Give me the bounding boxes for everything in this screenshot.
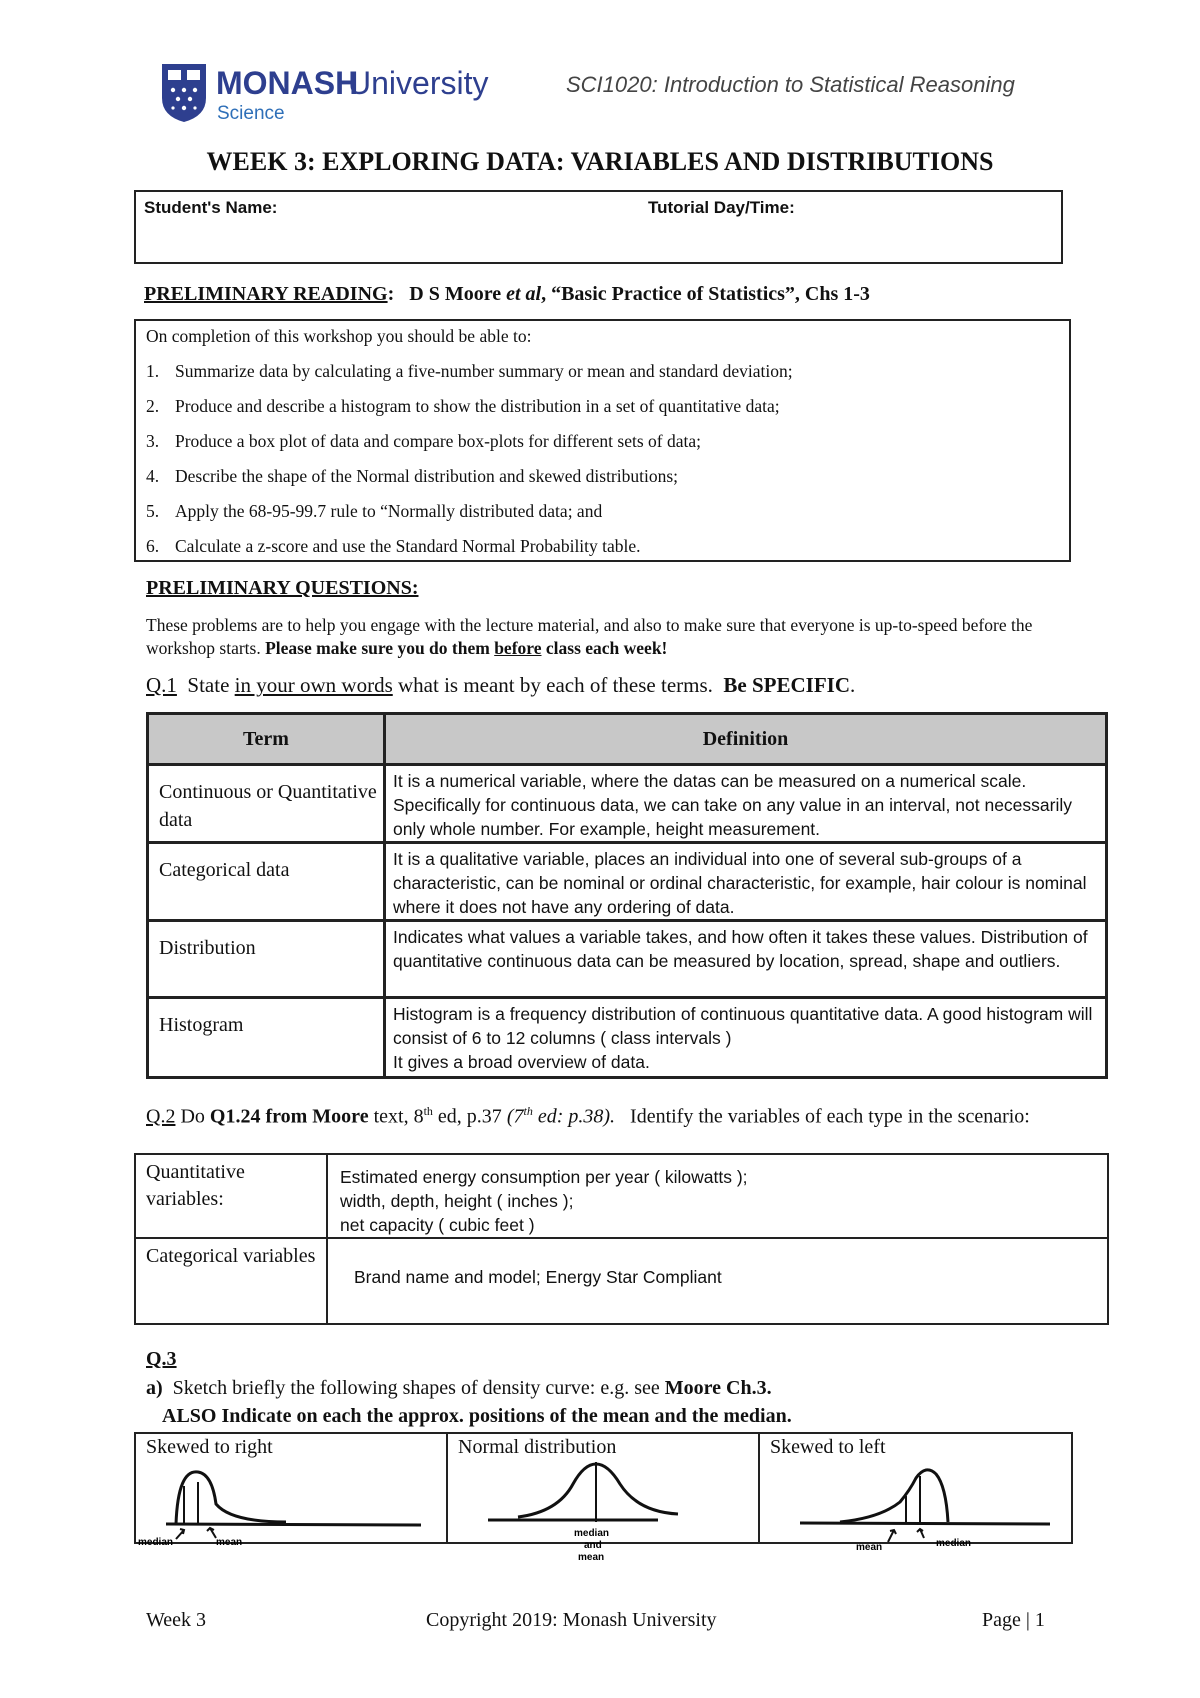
student-info-box xyxy=(134,190,1063,264)
question-3a xyxy=(146,1377,772,1400)
sketch-label: Normal distribution xyxy=(458,1436,617,1458)
objective-text: Produce and describe a histogram to show the distribution in a set of quantitative data; xyxy=(175,396,780,416)
q2-label: Q.2 xyxy=(146,1105,176,1128)
objective-text: Apply the 68-95-99.7 rule to “Normally distributed data; and xyxy=(175,501,603,521)
preliminary-questions-heading: PRELIMINARY QUESTIONS: xyxy=(146,577,419,599)
logo-monash-text: MONASH xyxy=(216,65,359,101)
sketch-note: median xyxy=(138,1537,174,1548)
definition-cell: It is a numerical variable, where the datas can be measured on a numerical scale. Specifically for continuous data, we can take on any value in an interval, not necessarily only whole number. For example, height measurement. xyxy=(385,765,1107,843)
sketch-note: mean xyxy=(216,1537,243,1548)
objective-item xyxy=(146,466,678,487)
intro-bold-underlined: before xyxy=(494,638,542,658)
term-cell: Histogram xyxy=(148,998,385,1078)
footer-week: Week 3 xyxy=(146,1609,207,1631)
left-skew-sketch xyxy=(760,1434,1071,1552)
sketch-note: mean xyxy=(578,1552,605,1563)
sketch-note: mean xyxy=(856,1542,883,1553)
logo-faculty-text: Science xyxy=(217,103,285,124)
sketch-cell-left-skew xyxy=(760,1434,1071,1553)
q1-text: what is meant by each of these terms. xyxy=(392,673,724,697)
objective-item xyxy=(146,536,641,557)
preliminary-questions-intro xyxy=(146,614,1066,660)
footer-copyright: Copyright 2019: Monash University xyxy=(426,1609,717,1631)
term-cell: Continuous or Quantitative data xyxy=(148,765,385,843)
sketch-cell-normal xyxy=(448,1434,760,1563)
q2-italic: ed: p.38). xyxy=(532,1105,616,1128)
normal-sketch xyxy=(448,1434,758,1584)
objective-number: 4. xyxy=(146,466,160,486)
page-title: WEEK 3: EXPLORING DATA: VARIABLES AND DISTRIBUTIONS xyxy=(206,147,994,176)
objective-item xyxy=(146,361,793,382)
q2-bold: Q1.24 from Moore xyxy=(209,1105,369,1128)
table-row xyxy=(135,1238,1108,1324)
q2-sup: th xyxy=(423,1104,433,1118)
objective-number: 1. xyxy=(146,361,160,381)
preliminary-reading-label: PRELIMINARY READING xyxy=(144,283,388,305)
column-header-definition: Definition xyxy=(385,714,1107,765)
objective-number: 2. xyxy=(146,396,160,416)
sketch-note: and xyxy=(584,1540,602,1551)
reading-etal: et al xyxy=(506,283,542,305)
term-cell: Distribution xyxy=(148,921,385,998)
table-row xyxy=(135,1154,1108,1238)
quantitative-value xyxy=(327,1154,1108,1238)
objective-number: 5. xyxy=(146,501,160,521)
question-1 xyxy=(146,673,855,698)
q2-text: text, 8 xyxy=(368,1105,424,1128)
term-cell: Categorical data xyxy=(148,843,385,921)
table-row xyxy=(148,998,1107,1078)
student-name-label: Student's Name: xyxy=(144,198,278,217)
objective-number: 3. xyxy=(146,431,160,451)
objectives-intro: On completion of this workshop you should be able to: xyxy=(146,326,532,346)
q2-text: ed, p.37 xyxy=(432,1105,507,1128)
q2-sup: th xyxy=(523,1104,533,1118)
monash-logo xyxy=(160,62,510,124)
sketch-label: Skewed to right xyxy=(146,1436,273,1458)
definition-text: Histogram is a frequency distribution of continuous quantitative data. A good histogram will consist of 6 to 12 columns ( class intervals ) xyxy=(393,1004,1093,1048)
column-header-term: Term xyxy=(148,714,385,765)
sketch-label: Skewed to left xyxy=(770,1436,886,1458)
monash-crest-icon xyxy=(162,64,206,122)
question-3-instruction: ALSO Indicate on each the approx. positions of the mean and the median. xyxy=(162,1405,792,1427)
sketch-note: median xyxy=(936,1538,972,1549)
q1-underlined: in your own words xyxy=(234,673,393,697)
q2-text: Do xyxy=(175,1105,210,1128)
learning-objectives-box xyxy=(134,319,1071,562)
course-title: SCI1020: Introduction to Statistical Reasoning xyxy=(566,72,1015,97)
q1-text: State xyxy=(176,673,235,697)
sketch-note: median xyxy=(574,1528,610,1539)
table-row xyxy=(148,843,1107,921)
reading-author: D S Moore xyxy=(409,283,502,305)
objective-number: 6. xyxy=(146,536,160,556)
q3a-bold: Moore Ch.3. xyxy=(664,1377,772,1399)
intro-bold-end: class each week! xyxy=(541,638,668,658)
q1-bold: Be SPECIFIC xyxy=(723,673,851,697)
objective-text: Produce a box plot of data and compare box-plots for different sets of data; xyxy=(175,431,701,451)
categorical-label: Categorical variables xyxy=(135,1238,327,1324)
definition-cell xyxy=(385,998,1107,1078)
q1-end: . xyxy=(850,673,856,697)
terms-table xyxy=(146,712,1108,1079)
density-sketch-table xyxy=(134,1432,1073,1563)
definition-cell: Indicates what values a variable takes, and how often it takes these values. Distribution of quantitative continuous data can be measured by location, spread, shape and outliers. xyxy=(385,921,1107,998)
table-row xyxy=(148,765,1107,843)
q1-label: Q.1 xyxy=(146,673,177,697)
quantitative-label: Quantitative variables: xyxy=(135,1154,327,1238)
definition-text: It gives a broad overview of data. xyxy=(393,1052,650,1072)
question-2 xyxy=(146,1098,1076,1130)
objective-item xyxy=(146,396,780,417)
objective-item xyxy=(146,501,602,522)
answer-line: net capacity ( cubic feet ) xyxy=(340,1215,535,1235)
preliminary-reading xyxy=(144,283,870,306)
reading-title: , “Basic Practice of Statistics”, Chs 1-3 xyxy=(541,283,870,305)
objective-text: Describe the shape of the Normal distribution and skewed distributions; xyxy=(175,466,679,486)
logo-university-text: University xyxy=(348,65,489,101)
intro-bold-text: Please make sure you do them xyxy=(265,638,495,658)
categorical-value: Brand name and model; Energy Star Compliant xyxy=(327,1238,1108,1324)
intro-text: These problems are to help you engage with the lecture material, and also to make sure that everyone is up-to-speed before the workshop starts. xyxy=(146,615,1033,658)
objective-item xyxy=(146,431,701,452)
variables-table xyxy=(134,1153,1109,1325)
q3a-text: Sketch briefly the following shapes of density curve: e.g. see xyxy=(162,1377,665,1399)
preliminary-reading-colon: : xyxy=(387,283,395,305)
sketch-cell-right-skew xyxy=(136,1434,448,1548)
table-row xyxy=(148,921,1107,998)
right-skew-sketch xyxy=(136,1434,446,1548)
definition-cell: It is a qualitative variable, places an individual into one of several sub-groups of a characteristic, can be nominal or ordinal characteristic, for example, hair colour is nominal where it does not have any ordering of data. xyxy=(385,843,1107,921)
q2-italic: (7 xyxy=(506,1105,524,1128)
objective-text: Summarize data by calculating a five-number summary or mean and standard deviation; xyxy=(175,361,793,381)
answer-line: width, depth, height ( inches ); xyxy=(340,1191,574,1211)
objective-text: Calculate a z-score and use the Standard Normal Probability table. xyxy=(175,536,641,556)
tutorial-time-label: Tutorial Day/Time: xyxy=(648,198,795,217)
footer-page-number: Page | 1 xyxy=(982,1609,1045,1631)
q3a-label: a) xyxy=(146,1377,163,1399)
table-header-row xyxy=(148,714,1107,765)
q2-text: Identify the variables of each type in the scenario: xyxy=(615,1105,1030,1128)
answer-line: Estimated energy consumption per year ( kilowatts ); xyxy=(340,1167,748,1187)
question-3-label: Q.3 xyxy=(146,1348,177,1370)
